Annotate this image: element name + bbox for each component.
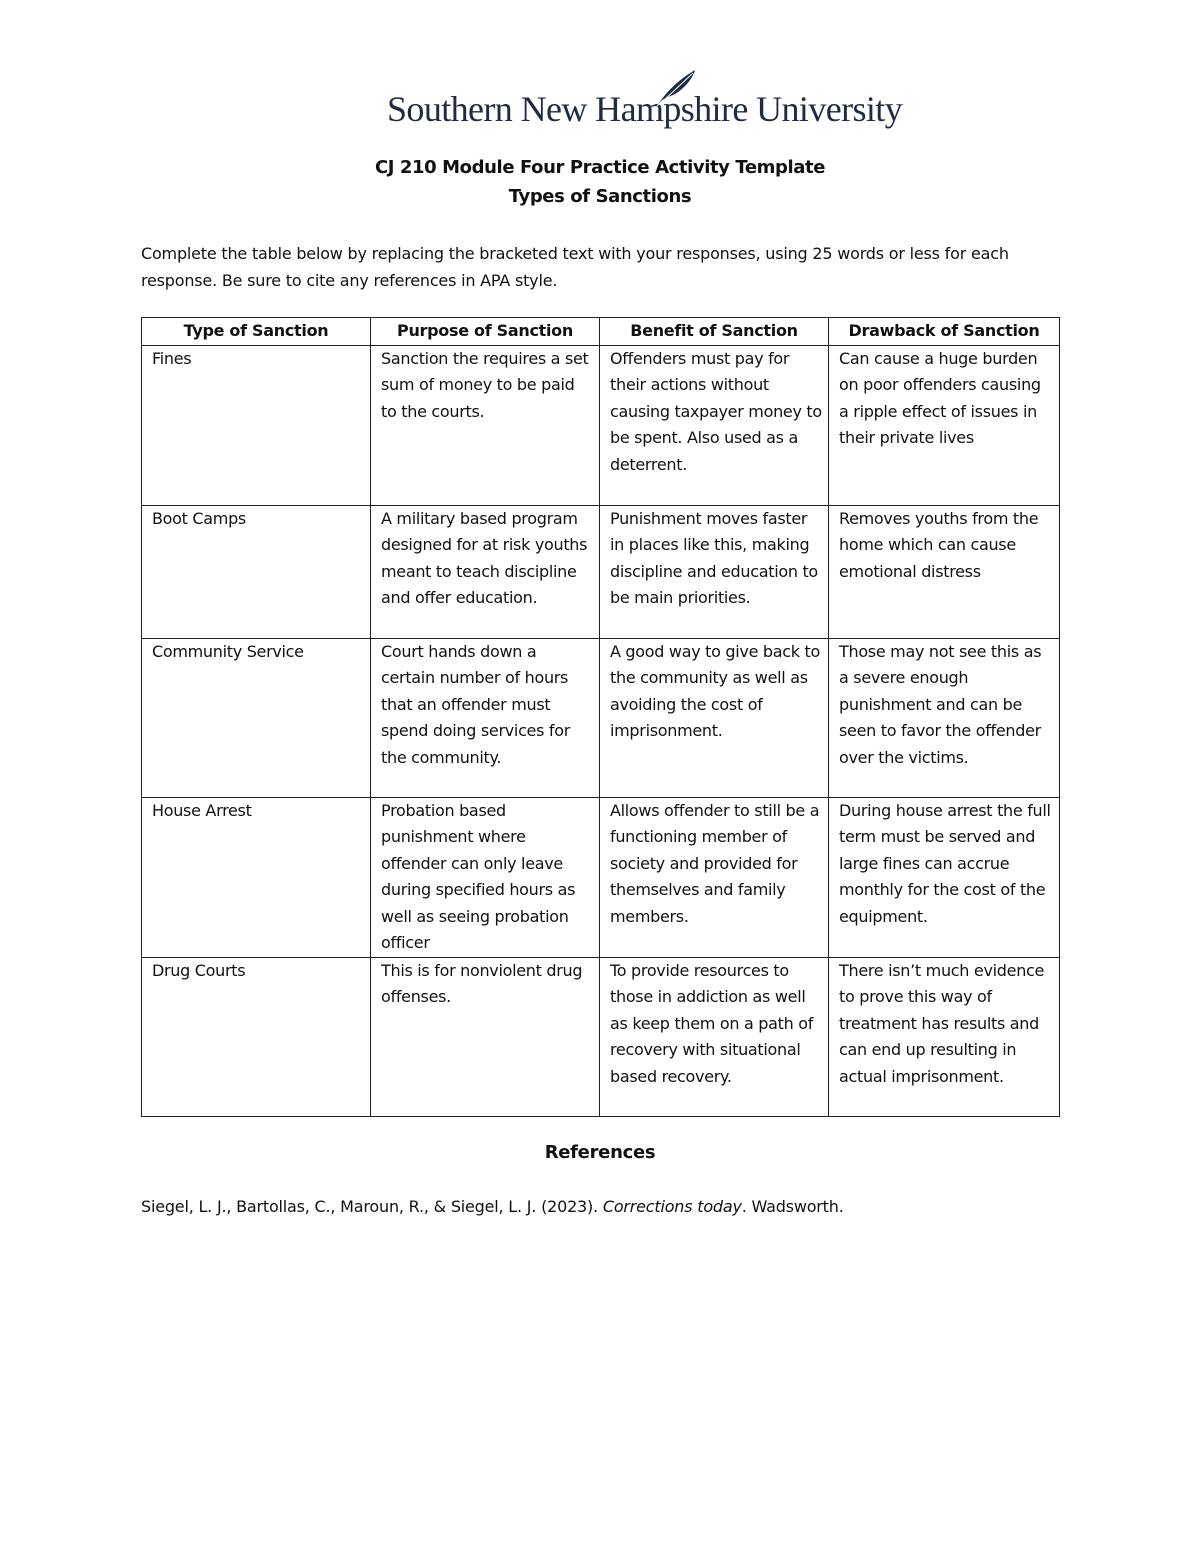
table-header-row <box>142 318 1060 346</box>
reference-citation <box>141 1197 1081 1216</box>
cell-benefit: Offenders must pay for their actions without causing taxpayer money to be spent. Also used as a deterrent. <box>600 345 829 505</box>
logo-wordmark: Southern New Hampshire University <box>387 89 903 129</box>
cell-purpose: A military based program designed for at risk youths meant to teach discipline and offer education. <box>371 505 600 638</box>
cell-purpose: Court hands down a certain number of hours that an offender must spend doing services for the community. <box>371 638 600 797</box>
references-heading: References <box>544 1142 656 1163</box>
university-logo <box>385 68 903 138</box>
cell-drawback: Those may not see this as a severe enough punishment and can be seen to favor the offender over the victims. <box>829 638 1060 797</box>
cell-drawback: There isn’t much evidence to prove this way of treatment has results and can end up resulting in actual imprisonment. <box>829 957 1060 1116</box>
cell-benefit: Allows offender to still be a functioning member of society and provided for themselves and family members. <box>600 797 829 957</box>
table-row <box>142 345 1060 505</box>
cell-purpose: This is for nonviolent drug offenses. <box>371 957 600 1116</box>
header-purpose: Purpose of Sanction <box>371 318 600 346</box>
page-subtitle: Types of Sanctions <box>508 186 692 207</box>
table-row <box>142 797 1060 957</box>
sanctions-table <box>141 317 1060 1117</box>
cell-benefit: A good way to give back to the community as well as avoiding the cost of imprisonment. <box>600 638 829 797</box>
cell-type: Community Service <box>142 638 371 797</box>
cell-drawback: Removes youths from the home which can cause emotional distress <box>829 505 1060 638</box>
cell-benefit: To provide resources to those in addiction as well as keep them on a path of recovery with situational based recovery. <box>600 957 829 1116</box>
citation-title: Corrections today <box>602 1197 742 1216</box>
quill-icon <box>653 68 699 108</box>
cell-type: Drug Courts <box>142 957 371 1116</box>
table-row <box>142 638 1060 797</box>
header-drawback: Drawback of Sanction <box>829 318 1060 346</box>
table-row <box>142 505 1060 638</box>
citation-publisher: . Wadsworth. <box>741 1197 844 1216</box>
cell-type: House Arrest <box>142 797 371 957</box>
cell-purpose: Probation based punishment where offender can only leave during specified hours as well as seeing probation officer <box>371 797 600 957</box>
table-row <box>142 957 1060 1116</box>
instructions-text: Complete the table below by replacing the bracketed text with your responses, using 25 words or less for each response. Be sure to cite any references in APA style. <box>141 244 1009 290</box>
cell-drawback: Can cause a huge burden on poor offenders causing a ripple effect of issues in their private lives <box>829 345 1060 505</box>
header-type: Type of Sanction <box>142 318 371 346</box>
cell-purpose: Sanction the requires a set sum of money to be paid to the courts. <box>371 345 600 505</box>
cell-type: Boot Camps <box>142 505 371 638</box>
cell-drawback: During house arrest the full term must be served and large fines can accrue monthly for the cost of the equipment. <box>829 797 1060 957</box>
cell-type: Fines <box>142 345 371 505</box>
citation-authors: Siegel, L. J., Bartollas, C., Maroun, R., & Siegel, L. J. (2023). <box>141 1197 603 1216</box>
cell-benefit: Punishment moves faster in places like this, making discipline and education to be main priorities. <box>600 505 829 638</box>
header-benefit: Benefit of Sanction <box>600 318 829 346</box>
page-title: CJ 210 Module Four Practice Activity Template <box>374 157 826 178</box>
